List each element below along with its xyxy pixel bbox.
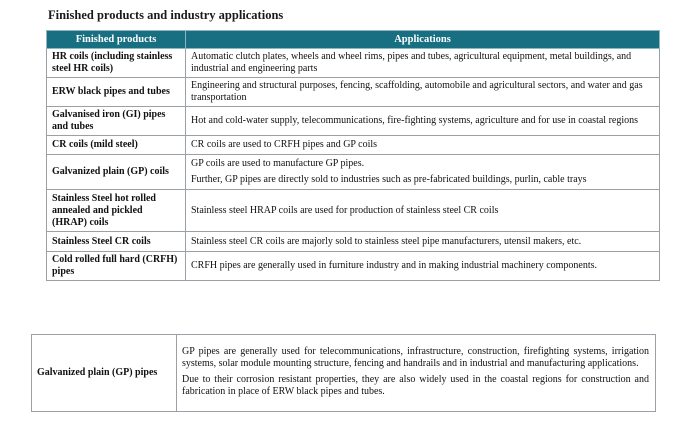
applications-cell	[186, 155, 660, 190]
table-header-row	[47, 31, 660, 49]
product-cell: Galvanised iron (GI) pipes and tubes	[47, 107, 186, 136]
application-text: GP coils are used to manufacture GP pipes.	[191, 158, 365, 169]
application-text: Due to their corrosion resistant properties, they are also widely used in the coastal regions for construction and fabrication in place of ERW black pipes and tubes.	[182, 374, 649, 397]
application-text: Stainless steel HRAP coils are used for production of stainless steel CR coils	[191, 204, 499, 216]
product-cell: Cold rolled full hard (CRFH) pipes	[47, 252, 186, 281]
products-applications-table	[46, 30, 660, 281]
gp-pipes-table	[31, 334, 656, 412]
application-text: Automatic clutch plates, wheels and wheel rims, pipes and tubes, agricultural equipment, metal buildings, and industrial and engineering parts	[191, 51, 632, 74]
product-cell: Galvanized plain (GP) coils	[47, 155, 186, 190]
header-applications: Applications	[186, 31, 660, 49]
applications-cell	[186, 49, 660, 78]
table-row	[47, 252, 660, 281]
applications-cell	[186, 252, 660, 281]
application-text: CR coils are used to CRFH pipes and GP coils	[191, 139, 378, 150]
product-cell: ERW black pipes and tubes	[47, 78, 186, 107]
table-row	[32, 335, 656, 412]
header-finished-products: Finished products	[47, 31, 186, 49]
application-text: Stainless steel CR coils are majorly sold to stainless steel pipe manufacturers, utensil makers, etc.	[191, 235, 582, 247]
applications-cell	[186, 136, 660, 155]
applications-cell	[177, 335, 656, 412]
applications-cell	[186, 107, 660, 136]
applications-cell	[186, 78, 660, 107]
table-row	[47, 155, 660, 190]
product-cell: HR coils (including stainless steel HR coils)	[47, 49, 186, 78]
product-cell: Galvanized plain (GP) pipes	[32, 335, 177, 412]
table-row	[47, 107, 660, 136]
product-cell: Stainless Steel hot rolled annealed and pickled (HRAP) coils	[47, 190, 186, 232]
applications-cell	[186, 232, 660, 252]
table-row	[47, 49, 660, 78]
table-row	[47, 78, 660, 107]
table-row	[47, 136, 660, 155]
table-row	[47, 190, 660, 232]
table-row	[47, 232, 660, 252]
application-text: Engineering and structural purposes, fencing, scaffolding, automobile and agricultural sectors, and water and gas transportation	[191, 80, 643, 103]
application-text: GP pipes are generally used for telecommunications, infrastructure, construction, firefighting systems, irrigation systems, solar module mounting structure, fencing and handrails and in industrial and manufacturing applications.	[182, 346, 649, 369]
product-cell: Stainless Steel CR coils	[47, 232, 186, 252]
application-text: Hot and cold-water supply, telecommunications, fire-fighting systems, agriculture and for use in coastal regions	[191, 115, 639, 126]
application-text: Further, GP pipes are directly sold to industries such as pre-fabricated buildings, purlin, cable trays	[191, 174, 587, 185]
application-text: CRFH pipes are generally used in furniture industry and in making industrial machinery components.	[191, 260, 598, 271]
applications-cell	[186, 190, 660, 232]
page-title: Finished products and industry applications	[48, 8, 284, 22]
product-cell: CR coils (mild steel)	[47, 136, 186, 155]
